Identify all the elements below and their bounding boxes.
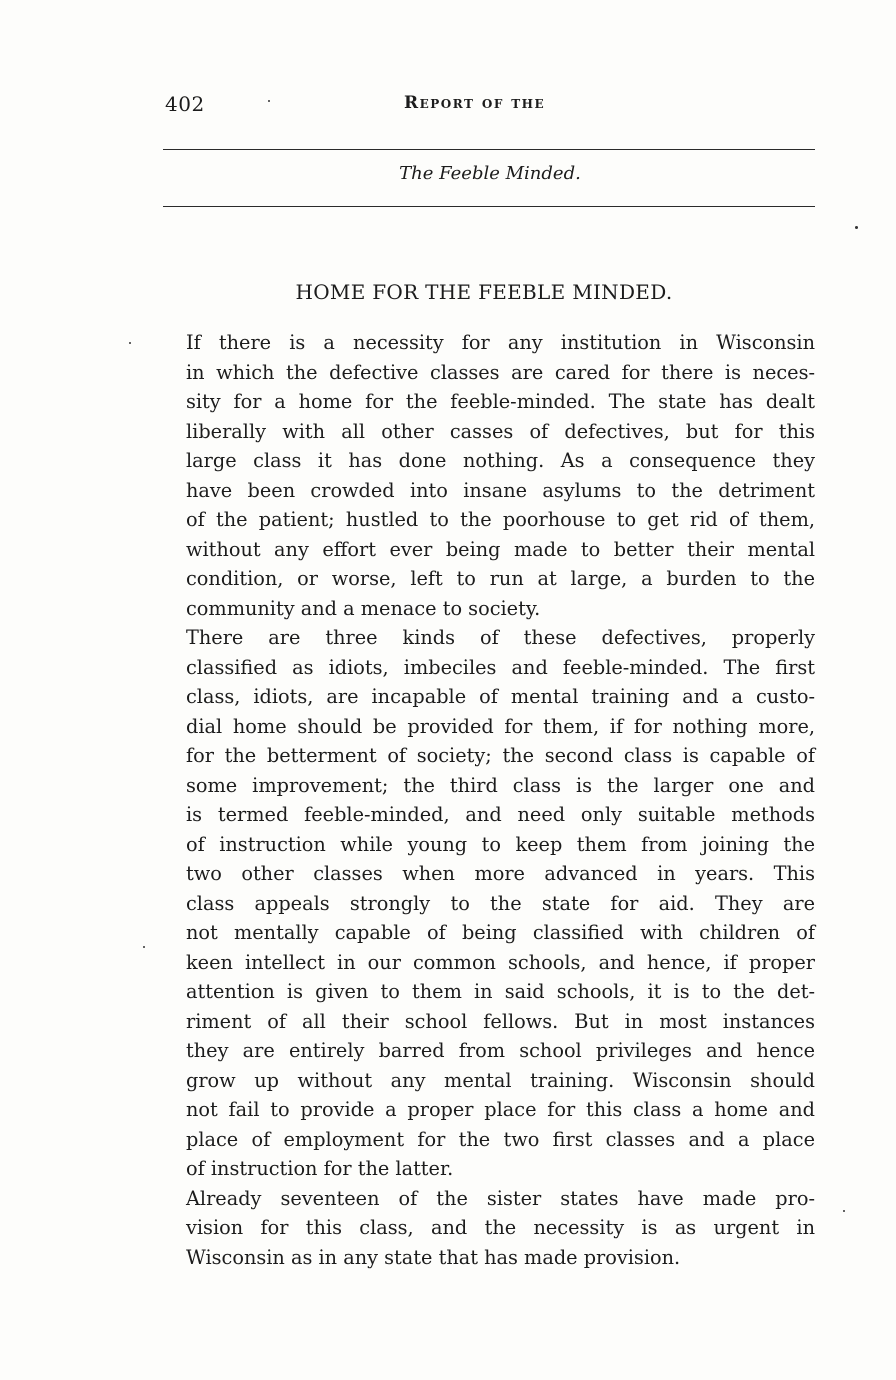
text-line: class appeals strongly to the state for aid. They are [186, 891, 815, 915]
scan-speck [843, 1210, 845, 1212]
text-line: in which the defective classes are cared for there is neces- [186, 360, 815, 384]
paragraph [163, 328, 815, 623]
text-line: two other classes when more advanced in years. This [186, 862, 815, 885]
text-line: grow up without any mental training. Wisconsin should [186, 1068, 815, 1092]
text-line: of instruction for the latter. [186, 1157, 454, 1180]
text-line: of the patient; hustled to the poorhouse to get rid of them, [186, 508, 815, 531]
text-line: large class it has done nothing. As a consequence they [186, 449, 815, 472]
text-line: they are entirely barred from school privileges and hence [186, 1039, 815, 1062]
text-line: some improvement; the third class is the larger one and [186, 773, 815, 797]
text-line: liberally with all other casses of defectives, but for this [186, 419, 815, 443]
text-line: classified as idiots, imbeciles and feeble-minded. The first [186, 655, 815, 679]
paragraph [163, 623, 815, 1184]
text-line: Already seventeen of the sister states have made pro- [186, 1186, 815, 1210]
article-title: HOME FOR THE FEEBLE MINDED. [295, 280, 673, 304]
text-line: Wisconsin as in any state that has made provision. [186, 1245, 681, 1269]
scan-speck [268, 100, 270, 102]
text-line: keen intellect in our common schools, and hence, if proper [186, 950, 815, 974]
text-line: class, idiots, are incapable of mental training and a custo- [186, 685, 815, 708]
header-rule-top [163, 149, 815, 150]
header-rule-bottom [163, 206, 815, 207]
text-line: There are three kinds of these defectives, properly [186, 626, 815, 649]
text-line: for the betterment of society; the second class is capable of [186, 744, 815, 767]
scan-speck [855, 226, 858, 229]
text-line: condition, or worse, left to run at large, a burden to the [186, 567, 815, 590]
text-line: vision for this class, and the necessity is as urgent in [186, 1216, 815, 1239]
text-line: not fail to provide a proper place for this class a home and [186, 1098, 815, 1121]
text-line: sity for a home for the feeble-minded. The state has dealt [186, 390, 815, 413]
scan-speck [129, 342, 131, 344]
text-line: riment of all their school fellows. But in most instances [186, 1009, 815, 1033]
text-line: community and a menace to society. [186, 596, 541, 620]
text-line: dial home should be provided for them, if for nothing more, [186, 714, 815, 738]
paragraph [163, 1184, 815, 1273]
text-line: place of employment for the two first classes and a place [186, 1127, 815, 1151]
text-line: of instruction while young to keep them from joining the [186, 832, 815, 856]
text-line: have been crowded into insane asylums to the detriment [186, 478, 815, 502]
article-body [163, 328, 815, 1272]
text-line: is termed feeble-minded, and need only suitable methods [186, 803, 815, 826]
running-header-title: Report of the [404, 93, 546, 113]
text-line: not mentally capable of being classified with children of [186, 921, 815, 944]
text-line: without any effort ever being made to better their mental [186, 537, 815, 561]
text-line: If there is a necessity for any institution in Wisconsin [186, 331, 815, 354]
scan-speck [143, 946, 145, 948]
page-number: 402 [165, 92, 205, 116]
section-title: The Feeble Minded. [399, 163, 581, 184]
text-line: attention is given to them in said schools, it is to the det- [186, 980, 815, 1003]
